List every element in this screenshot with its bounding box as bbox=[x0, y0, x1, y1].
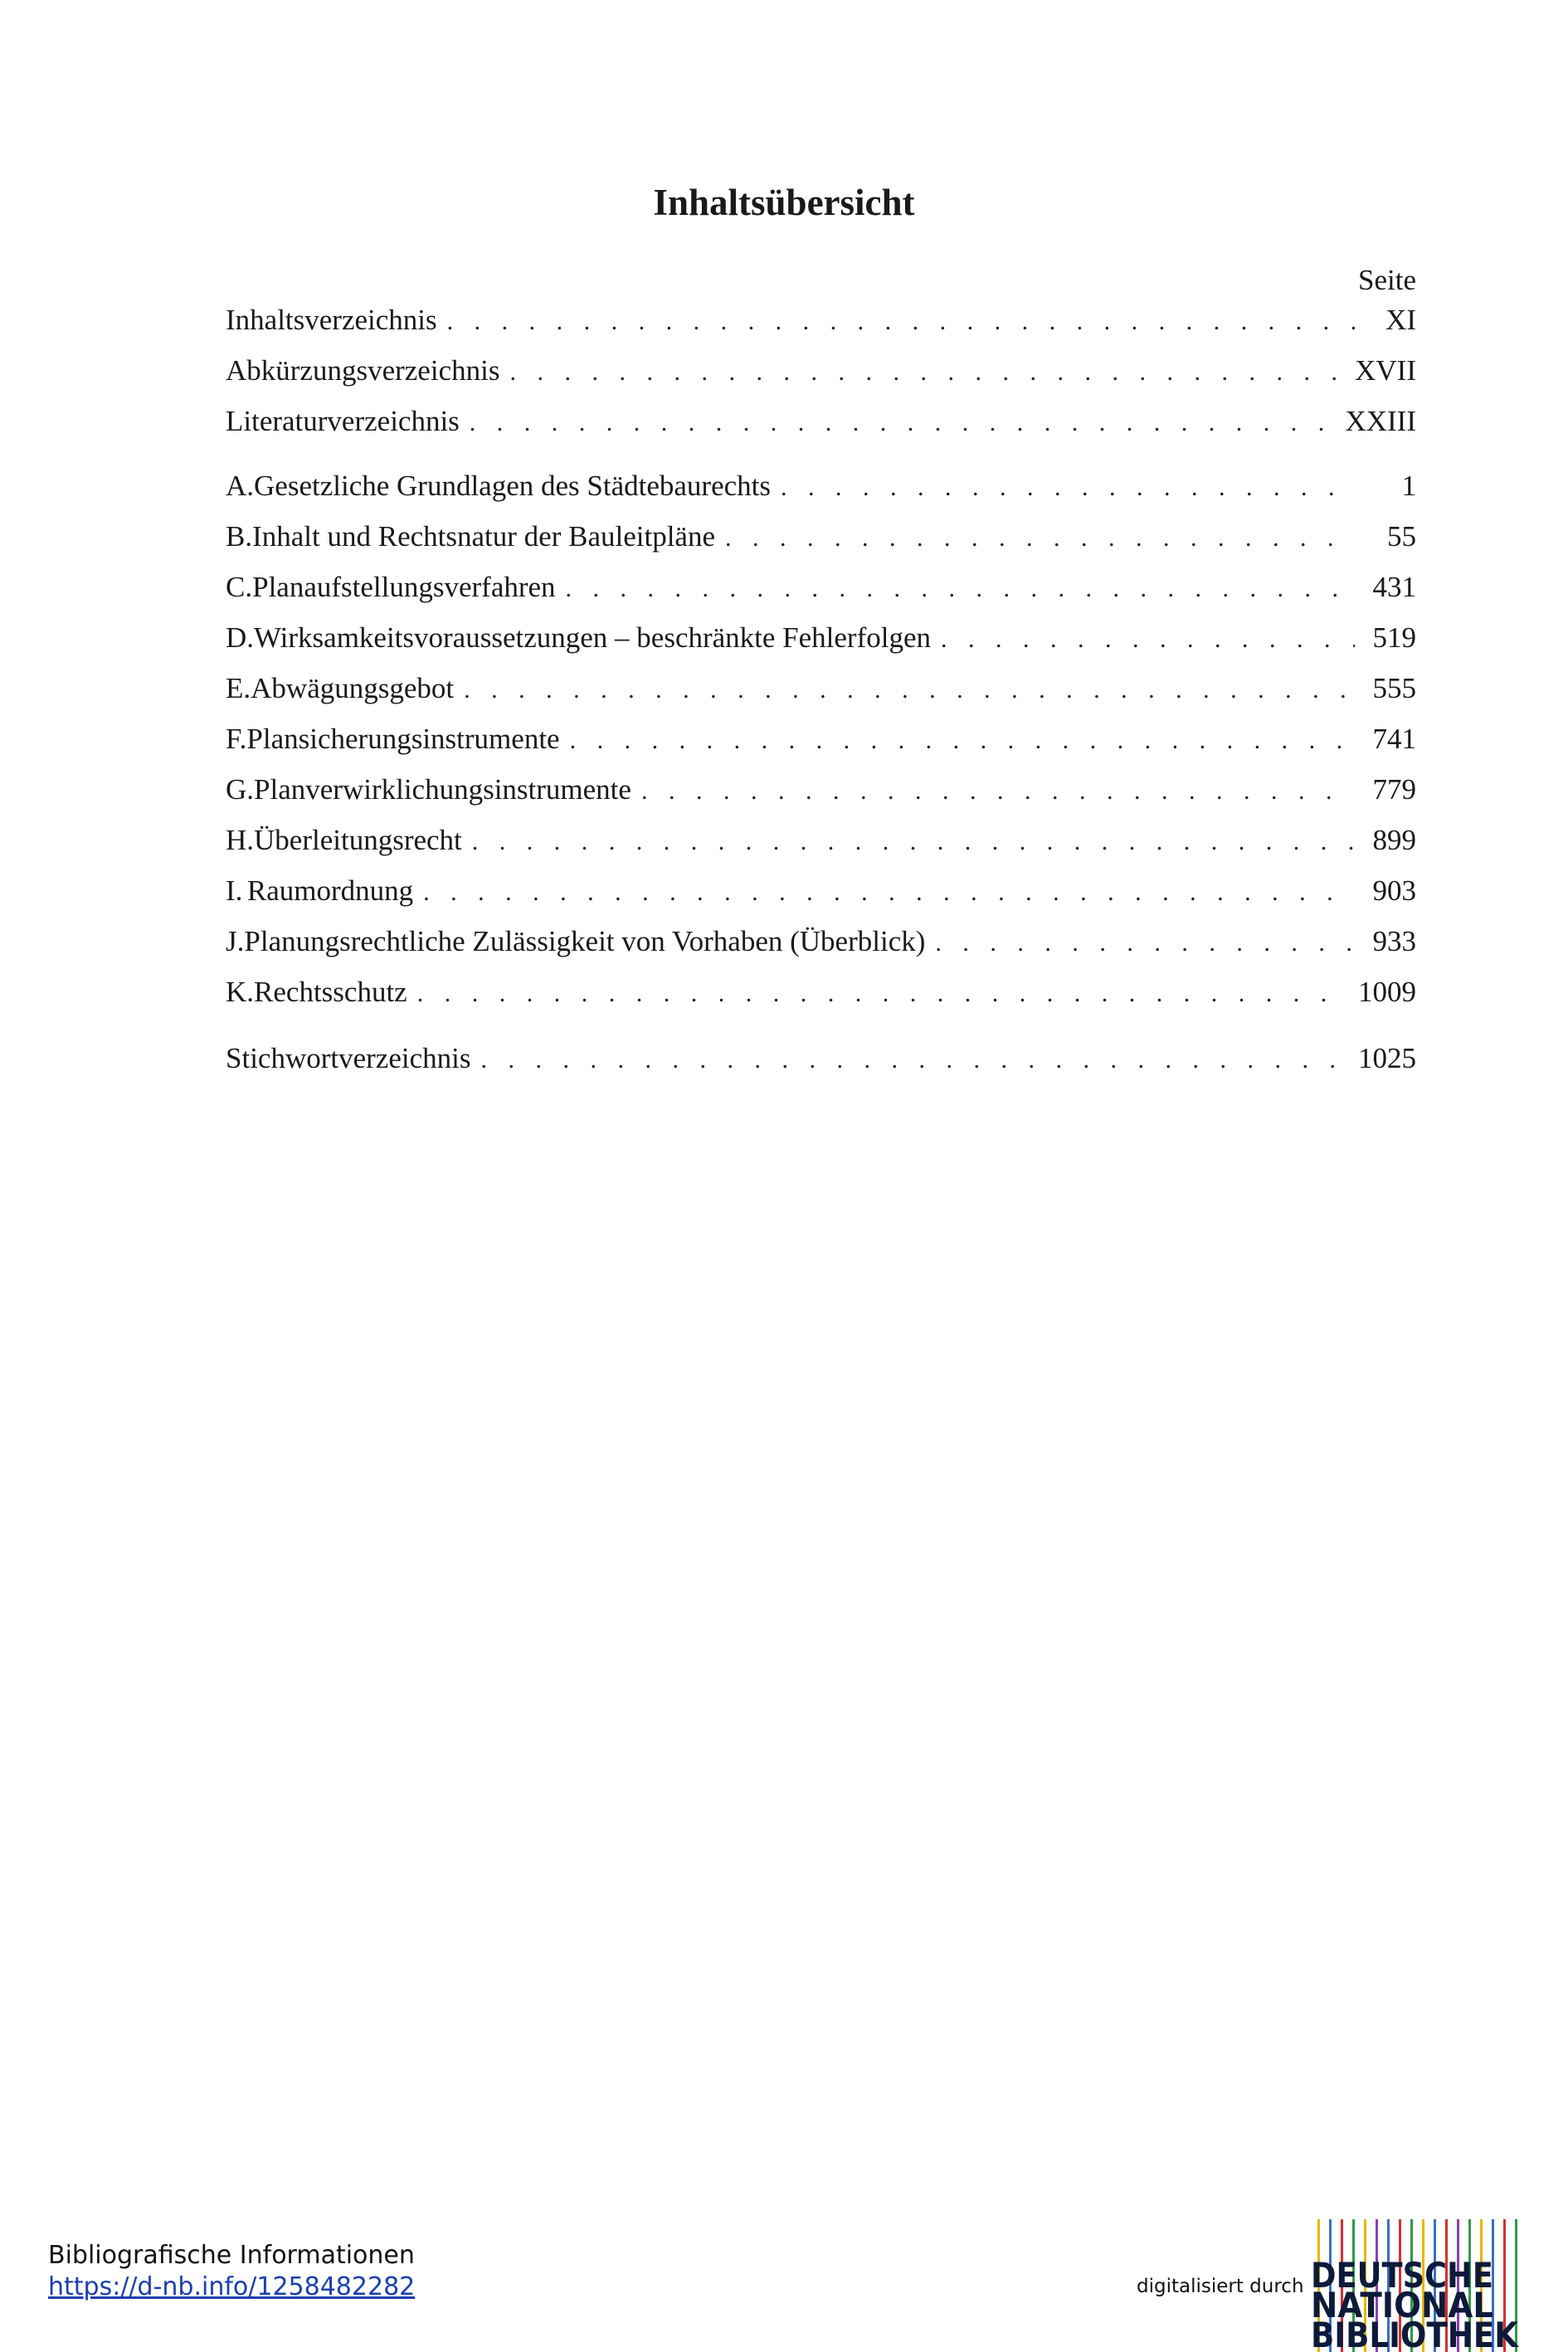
leader-dots bbox=[566, 575, 1355, 603]
toc-entry-text: Wirksamkeitsvoraussetzungen – beschränkte Fehlerfolgen bbox=[254, 621, 932, 654]
toc-entry-page: 933 bbox=[1372, 925, 1416, 957]
leader-dots bbox=[464, 676, 1355, 704]
toc-entry-page: XXIII bbox=[1345, 405, 1416, 437]
toc-chapter-f[interactable] bbox=[226, 723, 1416, 759]
toc-entry-text: Planverwirklichungsinstrumente bbox=[254, 773, 631, 806]
dnb-record-link[interactable]: https://d-nb.info/1258482282 bbox=[48, 2272, 416, 2301]
toc-entry[interactable] bbox=[226, 1042, 1416, 1079]
leader-dots bbox=[480, 1046, 1346, 1074]
toc-entry[interactable] bbox=[226, 405, 1416, 441]
leader-dots bbox=[509, 358, 1343, 387]
toc-chapter-e[interactable] bbox=[226, 672, 1416, 709]
chapter-letter: J. bbox=[226, 925, 245, 957]
chapter-letter: G. bbox=[226, 773, 255, 806]
chapter-letter: I. bbox=[226, 874, 243, 907]
toc-entry-text: Inhalt und Rechtsnatur der Bauleitpläne bbox=[252, 520, 715, 553]
toc-entry-text: Abkürzungsverzeichnis bbox=[226, 354, 500, 387]
toc-entry-page: 741 bbox=[1372, 723, 1416, 755]
page-title: Inhaltsübersicht bbox=[653, 182, 915, 223]
logo-line-2: NATIONAL bbox=[1311, 2285, 1493, 2325]
logo-line-1: DEUTSCHE bbox=[1311, 2255, 1493, 2296]
toc-entry-text: Rechtsschutz bbox=[254, 976, 407, 1008]
leader-dots bbox=[447, 308, 1355, 336]
chapter-letter: F. bbox=[226, 723, 247, 755]
toc-entry-page: 519 bbox=[1372, 621, 1416, 654]
toc-entry-text: Stichwortverzeichnis bbox=[226, 1042, 471, 1074]
toc-entry-page: 903 bbox=[1372, 874, 1416, 907]
toc-chapter-c[interactable] bbox=[226, 571, 1416, 607]
leader-dots bbox=[725, 524, 1355, 553]
dnb-logo bbox=[1311, 2219, 1523, 2352]
toc-entry-page: XI bbox=[1385, 304, 1416, 336]
toc-entry[interactable] bbox=[226, 354, 1416, 391]
toc-chapter-k[interactable] bbox=[226, 976, 1416, 1012]
toc-entry-page: 899 bbox=[1372, 824, 1416, 856]
toc-chapter-j[interactable] bbox=[226, 925, 1416, 962]
toc-entry-text: Literaturverzeichnis bbox=[226, 405, 460, 437]
leader-dots bbox=[470, 409, 1334, 437]
toc-chapter-b[interactable] bbox=[226, 520, 1416, 557]
toc-entry-text: Inhaltsverzeichnis bbox=[226, 304, 437, 336]
bibliographic-info bbox=[48, 2240, 415, 2303]
toc-entry-page: 1025 bbox=[1358, 1042, 1416, 1074]
toc-entry-text: Überleitungsrecht bbox=[254, 824, 462, 856]
toc-entry-text: Gesetzliche Grundlagen des Städtebaurechts bbox=[254, 470, 771, 502]
toc-entry-page: 431 bbox=[1372, 571, 1416, 603]
leader-dots bbox=[941, 626, 1355, 654]
toc-entry-page: 779 bbox=[1372, 773, 1416, 806]
toc-entry-page: 1 bbox=[1401, 470, 1416, 502]
chapter-letter: B. bbox=[226, 520, 253, 553]
toc-entry-page: 55 bbox=[1387, 520, 1416, 553]
leader-dots bbox=[417, 980, 1346, 1008]
page-column-header: Seite bbox=[1358, 264, 1416, 296]
leader-dots bbox=[935, 929, 1355, 957]
toc-chapter-h[interactable] bbox=[226, 824, 1416, 860]
chapter-letter: A. bbox=[226, 470, 255, 502]
toc-chapter-i[interactable] bbox=[226, 874, 1416, 911]
leader-dots bbox=[570, 727, 1355, 755]
toc-entry-text: Raumordnung bbox=[246, 874, 414, 907]
digitized-by-label: digitalisiert durch bbox=[1137, 2276, 1304, 2297]
chapter-letter: E. bbox=[226, 672, 251, 704]
toc-entry-page: XVII bbox=[1355, 354, 1416, 387]
chapter-letter: C. bbox=[226, 571, 253, 603]
toc-entry-text: Abwägungsgebot bbox=[251, 672, 455, 704]
chapter-letter: K. bbox=[226, 976, 255, 1008]
toc-entry-text: Planaufstellungsverfahren bbox=[252, 571, 556, 603]
toc-chapter-g[interactable] bbox=[226, 773, 1416, 810]
toc-chapter-a[interactable] bbox=[226, 470, 1416, 506]
leader-dots bbox=[472, 828, 1355, 856]
toc-chapter-d[interactable] bbox=[226, 621, 1416, 658]
toc-entry[interactable] bbox=[226, 304, 1416, 340]
leader-dots bbox=[781, 474, 1355, 502]
leader-dots bbox=[641, 777, 1355, 806]
chapter-letter: D. bbox=[226, 621, 255, 654]
toc-entry-text: Planungsrechtliche Zulässigkeit von Vorhaben (Überblick) bbox=[244, 925, 926, 957]
bibliographic-info-label: Bibliografische Informationen bbox=[48, 2241, 415, 2270]
toc-entry-text: Plansicherungsinstrumente bbox=[246, 723, 560, 755]
logo-line-3: BIBLIOTHEK bbox=[1311, 2315, 1520, 2352]
leader-dots bbox=[423, 879, 1355, 907]
toc-entry-page: 1009 bbox=[1358, 976, 1416, 1008]
toc-entry-page: 555 bbox=[1372, 672, 1416, 704]
chapter-letter: H. bbox=[226, 824, 255, 856]
